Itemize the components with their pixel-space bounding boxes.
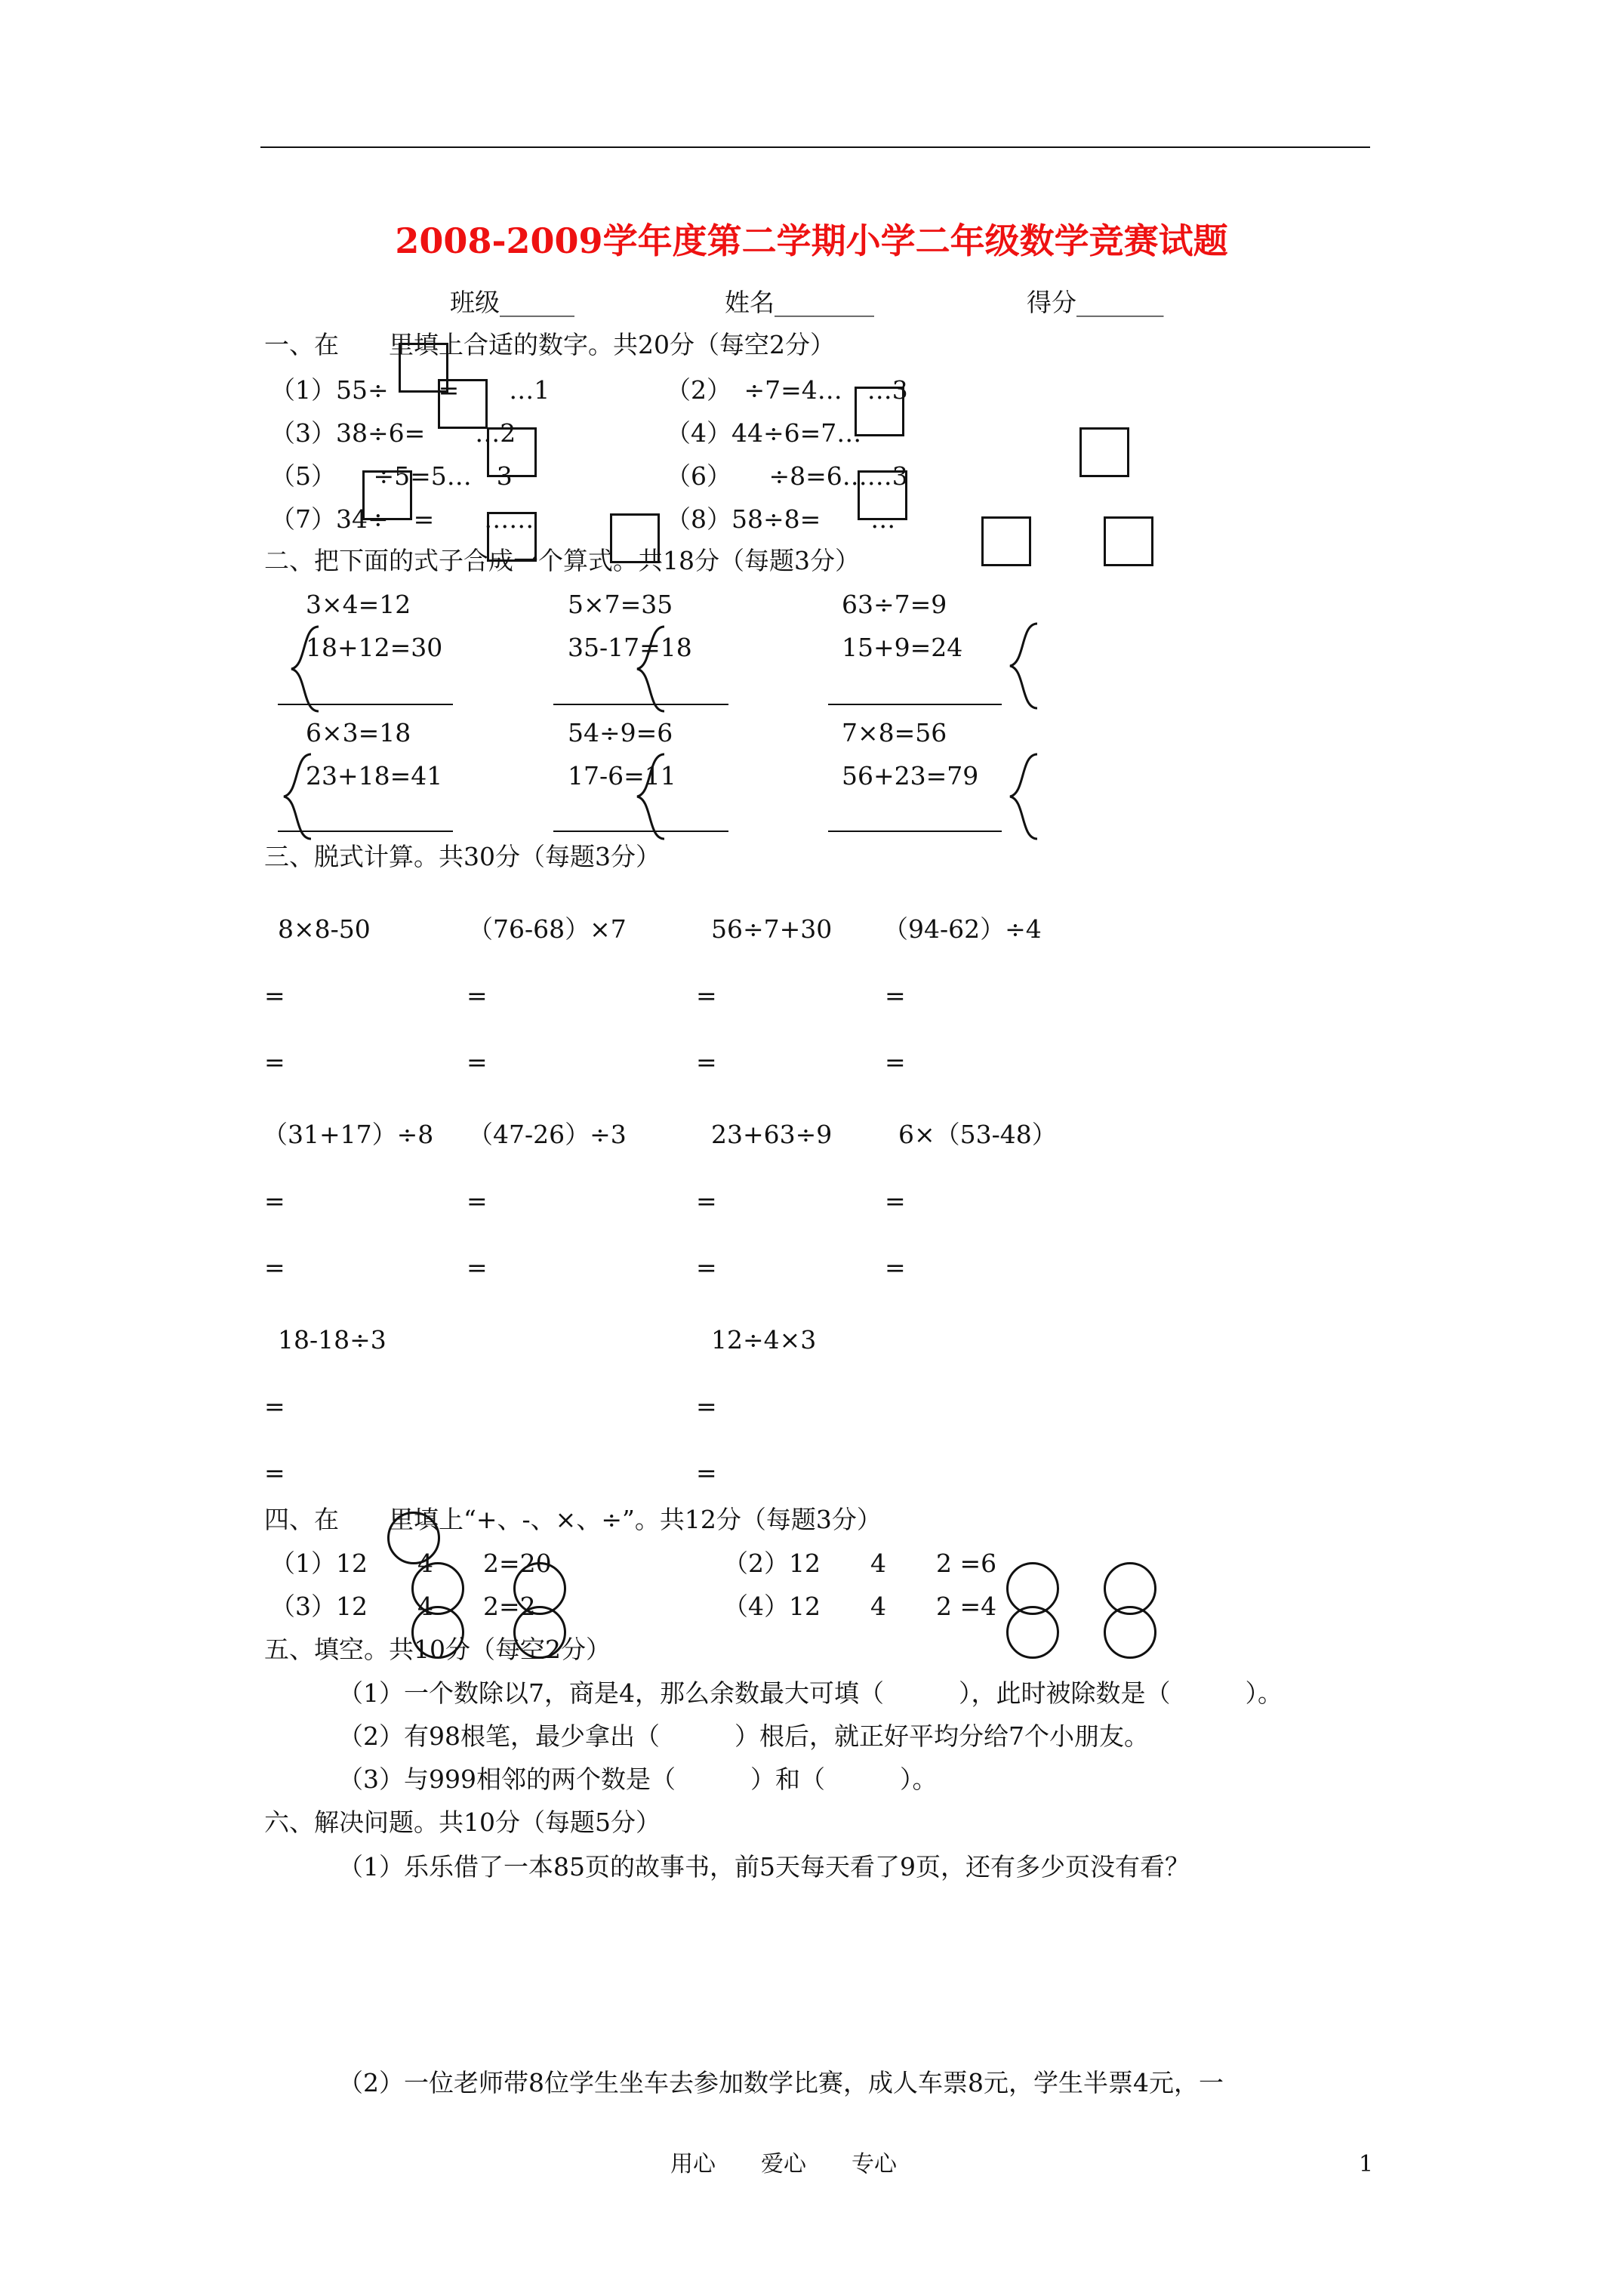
answer-box[interactable] [981,516,1031,566]
s3-problem: （47-26）÷3 [468,1120,627,1149]
page-number: 1 [1359,2151,1374,2177]
page-title: 2008-2009学年度第二学期小学二年级数学竞赛试题 [395,220,1228,261]
equals-sign: = [696,981,717,1010]
equals-sign: = [696,1458,717,1487]
s1-item-4: （4）44÷6=7… [666,418,862,448]
left-brace-icon [631,624,669,714]
s2-eq-a: 54÷9=6 [568,718,673,747]
equals-sign: = [696,1186,717,1216]
equals-sign: = [696,1391,717,1421]
equals-sign: = [885,1047,906,1077]
answer-box[interactable] [855,387,904,436]
s3-problem: 12÷4×3 [711,1325,817,1354]
answer-box[interactable] [1104,516,1153,566]
operator-circle[interactable] [1104,1606,1156,1659]
right-brace-icon [1004,621,1042,711]
s3-problem: （76-68）×7 [468,914,627,944]
s4-item-2: （2）12 4 2 =6 [723,1549,997,1578]
s1-item-5: （5） ÷5=5… 3 [270,461,513,491]
equals-sign: = [696,1253,717,1282]
section-5-heading: 五、填空。共10分（每空2分） [264,1635,611,1664]
equals-sign: = [264,1047,285,1077]
answer-line[interactable] [828,704,1002,705]
s2-eq-b: 17-6=11 [568,761,676,791]
equals-sign: = [264,1458,285,1487]
s1-item-6: （6） ÷8=6……3 [666,461,908,491]
section-6-heading: 六、解决问题。共10分（每题5分） [264,1808,661,1837]
equals-sign: = [467,1253,488,1282]
s3-problem: 8×8-50 [278,914,371,944]
s5-item-2: （2）有98根笔，最少拿出（ ）根后，就正好平均分给7个小朋友。 [338,1721,1149,1751]
equals-sign: = [885,1186,906,1216]
class-field: 班级______ [450,288,574,317]
section-3-heading: 三、脱式计算。共30分（每题3分） [264,842,661,871]
s1-item-7: （7）34÷ = …… [270,504,534,534]
s2-eq-b: 23+18=41 [306,761,443,791]
answer-box[interactable] [487,427,537,477]
s2-eq-b: 15+9=24 [842,633,963,662]
equals-sign: = [467,1047,488,1077]
s3-problem: （31+17）÷8 [263,1120,434,1149]
footer-motto: 用心 爱心 专心 [670,2151,897,2177]
left-brace-icon [278,751,316,842]
answer-box[interactable] [362,470,412,520]
s2-eq-b: 35-17=18 [568,633,692,662]
s1-item-2: （2） ÷7=4… …3 [666,375,908,405]
s2-eq-a: 3×4=12 [306,590,411,619]
name-field: 姓名________ [725,288,874,317]
top-rule [260,146,1370,148]
equals-sign: = [696,1047,717,1077]
s1-item-3: （3）38÷6= …2 [270,418,516,448]
s1-item-1: （1）55÷ = …1 [270,375,550,405]
s4-item-4: （4）12 4 2 =4 [723,1592,997,1621]
equals-sign: = [467,1186,488,1216]
equals-sign: = [264,1186,285,1216]
left-brace-icon [285,624,323,714]
answer-box[interactable] [1079,427,1129,477]
s4-item-3: （3）12 4 2=2 [270,1592,536,1621]
s3-problem: （94-62）÷4 [883,914,1042,944]
answer-box[interactable] [858,470,907,520]
equals-sign: = [264,1391,285,1421]
operator-circle[interactable] [387,1512,440,1564]
section-1-heading: 一、在 里填上合适的数字。共20分（每空2分） [264,330,835,359]
score-field: 得分_______ [1027,288,1164,317]
equals-sign: = [885,981,906,1010]
s3-problem: 56÷7+30 [711,914,833,944]
answer-box[interactable] [438,379,488,429]
operator-circle[interactable] [1006,1606,1059,1659]
s3-problem: 23+63÷9 [711,1120,833,1149]
equals-sign: = [467,981,488,1010]
s2-eq-a: 5×7=35 [568,590,673,619]
s3-problem: 6×（53-48） [898,1120,1057,1149]
right-brace-icon [1004,751,1042,842]
s5-item-1: （1）一个数除以7，商是4，那么余数最大可填（ ），此时被除数是（ ）。 [338,1678,1283,1708]
section-4-heading: 四、在 里填上“+、-、×、÷”。共12分（每题3分） [264,1505,882,1534]
s4-item-1: （1）12 4 2=20 [270,1549,552,1578]
s2-eq-a: 7×8=56 [842,718,947,747]
section-2-heading: 二、把下面的式子合成一个算式。共18分（每题3分） [264,546,860,575]
s6-item-2: （2）一位老师带8位学生坐车去参加数学比赛，成人车票8元，学生半票4元，一 [338,2068,1224,2097]
s2-eq-b: 56+23=79 [842,761,979,791]
s1-item-8: （8）58÷8= … [666,504,896,534]
s2-eq-a: 63÷7=9 [842,590,947,619]
equals-sign: = [264,1253,285,1282]
s2-eq-a: 6×3=18 [306,718,411,747]
equals-sign: = [885,1253,906,1282]
answer-line[interactable] [828,831,1002,832]
left-brace-icon [631,751,669,842]
s2-eq-b: 18+12=30 [306,633,443,662]
s5-item-3: （3）与999相邻的两个数是（ ）和（ ）。 [338,1764,938,1794]
equals-sign: = [264,981,285,1010]
s3-problem: 18-18÷3 [278,1325,387,1354]
s6-item-1: （1）乐乐借了一本85页的故事书，前5天每天看了9页，还有多少页没有看？ [338,1852,1190,1881]
